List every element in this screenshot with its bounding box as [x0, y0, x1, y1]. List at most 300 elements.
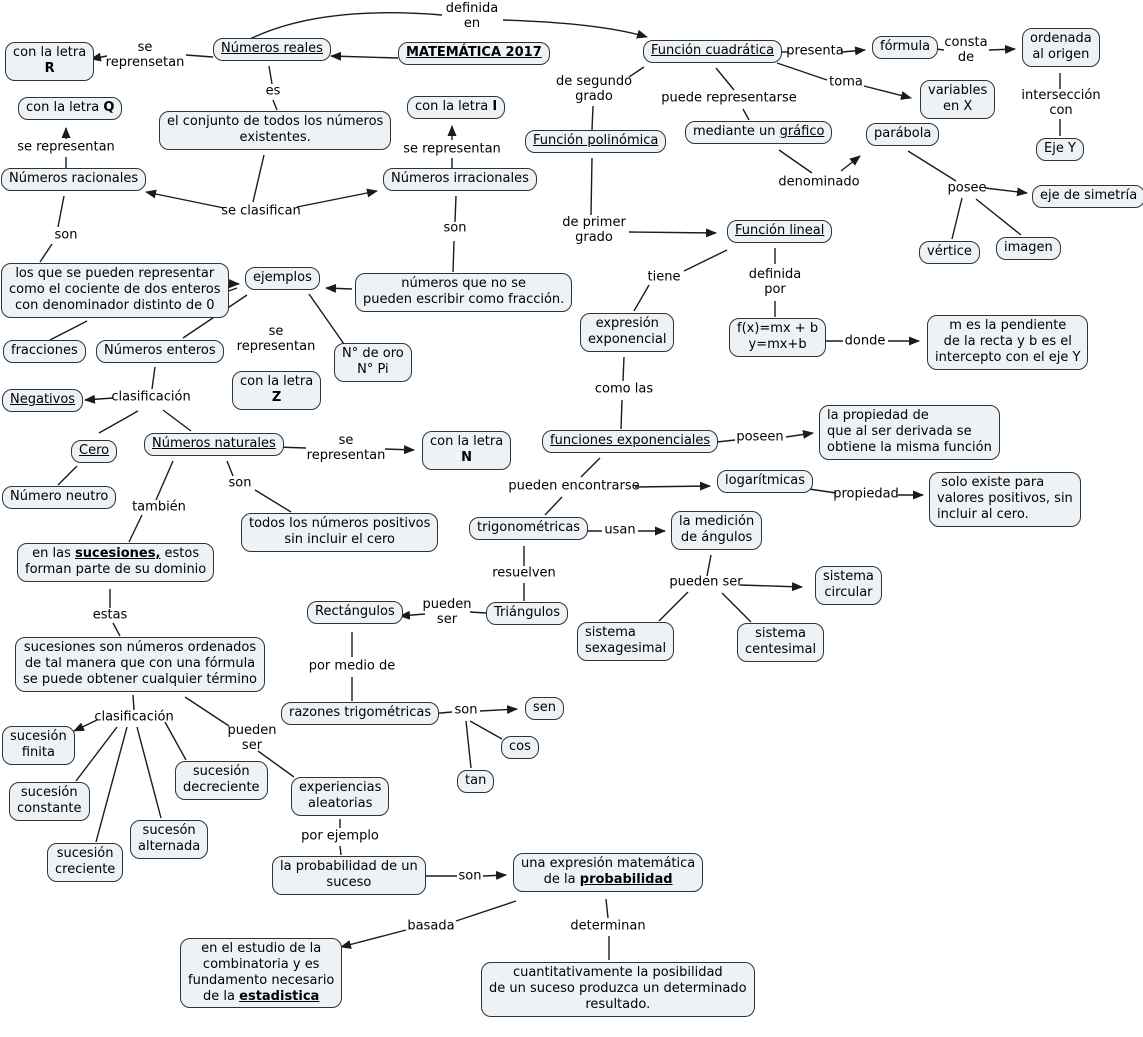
node-expresion-exponencial[interactable] [580, 313, 674, 352]
text-span: Función polinómica [533, 133, 659, 148]
text-line [745, 642, 816, 658]
node-sen[interactable] [525, 697, 564, 720]
connector-arrow [989, 49, 1015, 50]
node-eje-de-simetria[interactable] [1032, 185, 1143, 208]
text-span: sucesiones son números ordenados [23, 640, 257, 655]
text-line [315, 604, 395, 620]
node-cos[interactable] [501, 736, 539, 759]
text-span: posee [947, 180, 987, 196]
label-definida-en[interactable] [446, 2, 499, 32]
text-line [693, 124, 824, 140]
text-span: probabilidad [579, 871, 673, 887]
connector-line [40, 244, 52, 262]
text-line [833, 488, 899, 503]
text-line [188, 957, 334, 973]
text-span: la probabilidad de un [280, 859, 418, 874]
connector-line [99, 411, 138, 433]
text-line [423, 613, 472, 628]
connector-line [76, 727, 117, 781]
text-line [229, 477, 252, 492]
label-puede-representarse[interactable] [661, 92, 796, 107]
text-line [104, 343, 216, 359]
text-line [827, 408, 992, 424]
text-line [240, 374, 313, 390]
text-line [132, 501, 186, 516]
node-sistema-sexagesimal[interactable] [577, 622, 674, 661]
text-span: exponencial [588, 331, 667, 347]
text-span: funciones exponenciales [550, 433, 711, 448]
node-m-es-la-pendiente[interactable] [927, 315, 1088, 370]
label-se-representan-q[interactable] [17, 141, 115, 156]
text-span: decreciente [183, 779, 260, 795]
node-todos-los-numeros[interactable] [241, 513, 438, 552]
connector-line [659, 592, 688, 621]
node-matematica-2017[interactable] [398, 42, 550, 65]
text-span: razones trigométricas [289, 705, 432, 720]
text-line [937, 475, 1073, 491]
text-span: Cero [79, 443, 110, 458]
text-line [307, 449, 386, 464]
label-estas[interactable] [93, 609, 128, 624]
text-span: al origen [1032, 46, 1090, 62]
node-numeros-enteros[interactable] [96, 340, 224, 363]
text-line [299, 796, 381, 812]
connector-line [623, 357, 624, 381]
label-interseccion-con[interactable] [1021, 89, 1100, 119]
text-line [1030, 47, 1092, 63]
connector-arrow [326, 288, 352, 289]
node-en-las-sucesiones[interactable] [17, 543, 214, 582]
node-el-conjunto[interactable] [159, 111, 391, 150]
text-span: tiene [647, 269, 681, 285]
node-numeros-irracionales[interactable] [383, 168, 537, 191]
text-span: existentes. [239, 129, 311, 145]
label-definida-por[interactable] [749, 268, 802, 298]
label-posee[interactable] [948, 182, 987, 197]
text-span: creciente [55, 861, 116, 877]
text-line [823, 585, 874, 601]
node-variables-en-x[interactable] [920, 80, 995, 119]
connector-line [163, 410, 191, 431]
label-son-racionales[interactable] [55, 229, 78, 244]
connector-arrow [146, 192, 224, 208]
label-presenta[interactable] [786, 45, 843, 60]
text-line [55, 862, 115, 878]
text-line [221, 41, 323, 57]
text-span: definida [445, 1, 499, 17]
connector-line [952, 198, 962, 239]
text-line [588, 316, 666, 332]
text-span: como las [594, 381, 654, 397]
text-span: imagen [1004, 240, 1053, 255]
text-span: centesimal [745, 641, 817, 657]
node-funcion-lineal[interactable] [727, 220, 832, 243]
connector-arrow [483, 875, 506, 876]
text-line [79, 443, 109, 459]
text-line [595, 383, 653, 398]
label-es[interactable] [266, 85, 281, 100]
text-line [928, 83, 987, 99]
node-logaritmicas[interactable] [717, 470, 813, 493]
text-span: con la letra [415, 99, 493, 114]
text-span: sucesión [192, 764, 250, 779]
text-span: variables [928, 83, 988, 98]
label-son-irracionales[interactable] [444, 222, 467, 237]
connector-line [137, 727, 161, 818]
text-line [188, 989, 334, 1005]
node-sucesion-constante[interactable] [9, 782, 90, 821]
text-span: donde [844, 333, 886, 349]
text-span: se representan [403, 141, 501, 157]
label-de-segundo-grado[interactable] [556, 75, 632, 105]
connector-line [58, 196, 64, 227]
text-span: sucesión [20, 785, 78, 800]
text-line [556, 90, 632, 105]
text-line [167, 130, 383, 146]
text-line [669, 576, 742, 591]
text-line [1040, 188, 1137, 204]
connector-line [453, 241, 454, 272]
label-son-naturales[interactable] [229, 477, 252, 492]
node-tan[interactable] [457, 770, 494, 793]
text-line [342, 362, 404, 378]
text-line [1044, 141, 1076, 157]
connector-arrow [629, 232, 716, 233]
node-formula-fx[interactable] [729, 318, 826, 357]
node-sistema-circular[interactable] [815, 566, 882, 605]
node-funciones-exponenciales[interactable] [542, 430, 718, 453]
text-span: por [764, 282, 786, 297]
text-span: alternada [138, 838, 201, 854]
node-vertice[interactable] [919, 241, 980, 264]
label-poseen[interactable] [736, 431, 783, 446]
text-span: se representan [17, 139, 115, 155]
text-line [585, 641, 666, 657]
node-ordenada-al-origen[interactable] [1022, 28, 1100, 67]
text-line [725, 473, 805, 489]
text-span: de primer [562, 215, 626, 231]
text-line [10, 745, 67, 761]
node-solo-existe[interactable] [929, 472, 1081, 527]
node-la-propiedad[interactable] [819, 405, 1000, 460]
connector-line [152, 367, 155, 389]
text-span: denominado [778, 174, 860, 190]
connector-line [591, 158, 592, 215]
text-line [735, 223, 824, 239]
text-span: sistema [823, 569, 874, 584]
connector-line [779, 150, 812, 173]
text-line [253, 270, 312, 286]
text-span: de la recta y b es el [943, 333, 1072, 349]
text-span: ser [241, 738, 263, 753]
node-con-la-letra-q[interactable] [18, 97, 122, 120]
text-span: Eje Y [1044, 141, 1076, 156]
text-span: con [1049, 103, 1073, 118]
text-line [749, 268, 802, 283]
text-span: forman parte de su dominio [25, 561, 207, 577]
text-line [307, 434, 386, 449]
text-line [240, 390, 313, 406]
text-span: sucesión [10, 729, 67, 744]
node-sucesion-creciente[interactable] [47, 843, 123, 882]
text-span: determinan [570, 918, 646, 934]
text-span: grado [575, 89, 613, 104]
text-span: sistema [585, 625, 636, 640]
text-span: sexagesimal [585, 640, 667, 656]
text-line [280, 875, 418, 891]
node-funcion-polinomica[interactable] [525, 130, 666, 153]
label-se-representan-n[interactable] [307, 434, 386, 464]
node-numeros-reales[interactable] [213, 38, 331, 61]
node-trigonometricas[interactable] [469, 517, 588, 540]
label-consta-de[interactable] [944, 36, 987, 66]
text-span: son [458, 868, 482, 884]
text-line [494, 605, 560, 621]
text-line [403, 143, 501, 158]
text-line [23, 672, 257, 688]
label-basada[interactable] [407, 920, 454, 935]
label-se-representan-i[interactable] [403, 143, 501, 158]
node-con-la-letra-z[interactable] [232, 371, 321, 410]
text-line [11, 343, 78, 359]
text-span: se [338, 433, 354, 449]
text-span: expresión [595, 316, 659, 331]
label-por-ejemplo[interactable] [301, 830, 379, 845]
text-line [407, 920, 454, 935]
text-span: Números racionales [9, 171, 139, 186]
label-propiedad[interactable] [833, 488, 899, 503]
node-numero-neutro[interactable] [2, 486, 116, 509]
node-funcion-cuadratica[interactable] [643, 40, 782, 63]
text-line [228, 724, 277, 739]
text-span: resuelven [492, 565, 556, 581]
node-ejemplos[interactable] [245, 267, 320, 290]
node-en-el-estudio[interactable] [180, 938, 342, 1008]
connector-line [165, 722, 186, 760]
text-span: en [463, 16, 481, 31]
text-line [948, 182, 987, 197]
text-line [562, 231, 626, 246]
label-se-reprensetan[interactable] [106, 41, 185, 71]
text-span: sistema [755, 626, 806, 641]
node-una-expresion[interactable] [513, 853, 703, 892]
node-negativos[interactable] [2, 389, 83, 412]
text-line [301, 830, 379, 845]
text-line [492, 567, 556, 582]
text-line [661, 92, 796, 107]
connector-arrow [635, 486, 710, 487]
label-pueden-ser-angulos[interactable] [669, 576, 742, 591]
text-span: pueden encontrarse [508, 478, 640, 494]
text-span: el conjunto de todos los números [167, 114, 384, 129]
label-pueden-encontrarse[interactable] [508, 480, 639, 495]
label-pueden-ser-experiencias[interactable] [228, 724, 277, 754]
node-con-la-letra-i[interactable] [407, 96, 505, 119]
text-line [944, 36, 987, 51]
text-line [25, 562, 206, 578]
text-line [829, 76, 863, 91]
label-por-medio-de[interactable] [309, 660, 396, 675]
node-la-medicion[interactable] [671, 511, 762, 550]
connector-line [581, 458, 600, 477]
text-span: grado [575, 230, 613, 245]
text-line [9, 266, 221, 282]
node-sucesion-finita[interactable] [2, 726, 75, 765]
node-formula[interactable] [872, 36, 938, 59]
node-razones-trigometricas[interactable] [281, 702, 439, 725]
node-cuantitativamente[interactable] [481, 962, 755, 1017]
text-span: mediante un [693, 124, 780, 139]
text-line [17, 785, 82, 801]
connector-line [592, 106, 593, 130]
text-span: todos los números positivos [249, 516, 431, 531]
text-span: es [265, 83, 281, 99]
node-imagen[interactable] [996, 237, 1061, 260]
node-cero[interactable] [71, 440, 117, 463]
text-span: sen [533, 700, 557, 715]
text-line [10, 489, 108, 505]
node-numeros-que-no-se[interactable] [355, 273, 572, 312]
text-span: se clasifican [221, 203, 301, 219]
connector-line [621, 400, 622, 429]
text-span: reprensetan [105, 55, 185, 70]
text-line [167, 114, 383, 130]
text-span: estos [160, 546, 200, 561]
connector-line [976, 199, 1021, 235]
text-span: aleatorias [308, 795, 373, 811]
text-span: con la letra [26, 100, 104, 115]
label-tambien[interactable] [132, 501, 186, 516]
label-son-razones[interactable] [455, 704, 478, 719]
label-tiene[interactable] [648, 271, 681, 286]
label-pueden-ser-triangulos[interactable] [423, 598, 472, 628]
text-line [342, 346, 404, 362]
text-line [10, 729, 67, 745]
connector-line [227, 461, 233, 476]
text-line [550, 433, 710, 449]
node-los-que-se-pueden[interactable] [1, 263, 229, 318]
connector-line [340, 846, 341, 855]
text-span: Z [271, 389, 282, 405]
text-line [827, 440, 992, 456]
label-clasificacion-sucesiones[interactable] [94, 711, 173, 726]
text-line [570, 920, 645, 935]
text-span: también [132, 499, 186, 515]
text-span: sucesiones, [75, 546, 161, 561]
label-de-primer-grado[interactable] [562, 216, 626, 246]
text-span: la propiedad de [827, 408, 929, 423]
node-con-la-letra-r[interactable] [5, 42, 94, 81]
node-eje-y[interactable] [1036, 138, 1084, 161]
node-con-la-letra-n[interactable] [422, 431, 511, 470]
label-se-representan-z[interactable] [237, 325, 316, 355]
node-fracciones[interactable] [3, 340, 86, 363]
connector-line [466, 721, 471, 768]
connector-line [707, 555, 711, 576]
node-triangulos[interactable] [486, 602, 568, 625]
text-span: fracciones [11, 343, 78, 358]
text-line [585, 625, 666, 641]
text-line [648, 271, 681, 286]
label-donde[interactable] [845, 335, 886, 350]
label-clasificacion-enteros[interactable] [111, 391, 190, 406]
node-sucesion-decreciente[interactable] [175, 761, 268, 800]
node-numeros-racionales[interactable] [1, 168, 146, 191]
connector-arrow [740, 585, 802, 587]
connector-arrow [985, 188, 1027, 193]
text-span: los que se pueden representar [15, 266, 215, 281]
label-son-probabilidad[interactable] [459, 870, 482, 885]
text-span: suceso [326, 874, 372, 890]
label-toma[interactable] [829, 76, 863, 91]
node-sistema-centesimal[interactable] [737, 623, 824, 662]
label-resuelven[interactable] [492, 567, 556, 582]
text-line [23, 640, 257, 656]
text-span: con la letra [430, 434, 504, 449]
label-determinan[interactable] [570, 920, 645, 935]
label-como-las[interactable] [595, 383, 653, 398]
node-suceson-alternada[interactable] [130, 820, 208, 859]
text-line [444, 222, 467, 237]
text-line [533, 133, 658, 149]
node-sucesiones-son[interactable] [15, 637, 265, 692]
text-line [778, 176, 859, 191]
text-line [937, 507, 1073, 523]
text-line [10, 392, 75, 408]
text-span: de segundo [555, 74, 633, 90]
text-span: Número neutro [10, 489, 109, 504]
label-denominado[interactable] [778, 176, 859, 191]
text-line [138, 823, 200, 839]
node-mediante-un-grafico[interactable] [685, 121, 832, 144]
text-span: ser [436, 612, 458, 627]
text-line [188, 941, 334, 957]
text-span: de la [543, 871, 580, 887]
text-span: parábola [874, 126, 932, 141]
text-span: gráfico [779, 124, 825, 139]
connector-line [634, 285, 649, 311]
text-span: N° Pi [357, 361, 389, 377]
text-line [679, 530, 754, 546]
text-line [928, 99, 987, 115]
connector-arrow [297, 191, 377, 207]
connector-line [113, 623, 120, 636]
connector-line [133, 695, 134, 710]
text-line [221, 205, 301, 220]
node-numeros-naturales[interactable] [144, 433, 284, 456]
text-line [9, 282, 221, 298]
text-line [138, 839, 200, 855]
text-line [651, 43, 774, 59]
connector-line [58, 466, 77, 485]
node-la-probabilidad[interactable] [272, 856, 426, 895]
label-usan[interactable] [604, 524, 635, 539]
node-experiencias-aleatorias[interactable] [291, 777, 389, 816]
text-line [23, 656, 257, 672]
connector-line [722, 593, 751, 622]
text-span: como el cociente de dos enteros [9, 281, 221, 297]
text-span: N [461, 449, 473, 465]
node-rectangulos[interactable] [307, 601, 403, 624]
text-line [937, 491, 1073, 507]
text-span: f(x)=mx + b [737, 321, 819, 336]
label-se-clasifican[interactable] [221, 205, 301, 220]
node-parabola[interactable] [866, 123, 939, 146]
text-line [13, 61, 86, 77]
text-span: ejemplos [253, 270, 312, 285]
node-n-de-oro[interactable] [334, 343, 412, 382]
text-line [430, 434, 503, 450]
